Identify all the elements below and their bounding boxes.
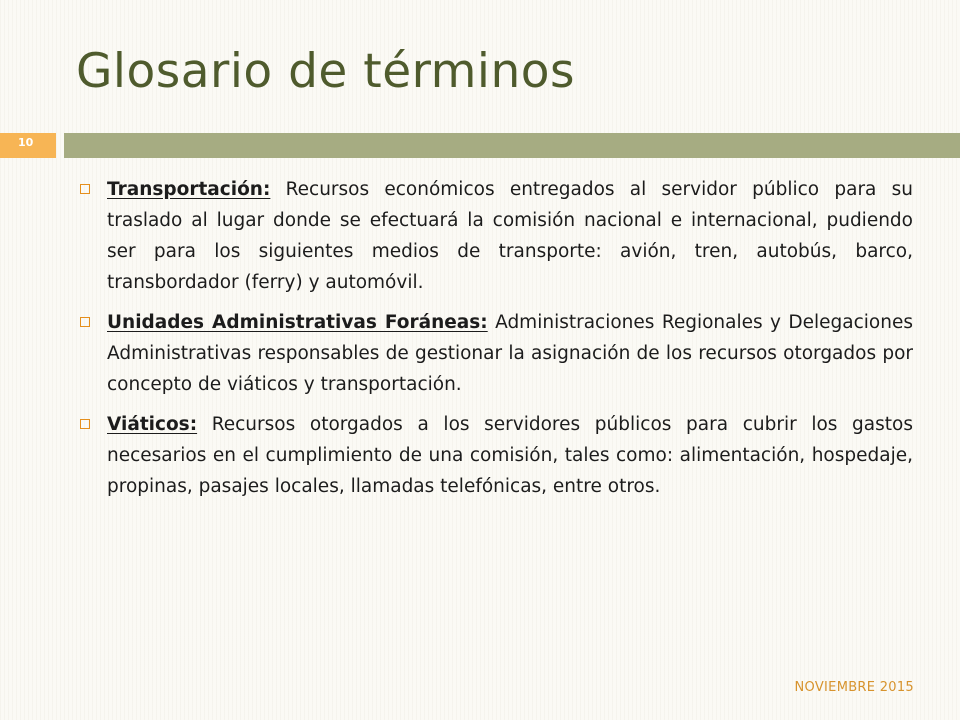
- glossary-entry: [107, 409, 913, 502]
- glossary-item-viaticos: [79, 409, 913, 502]
- glossary-list: [79, 174, 913, 511]
- term-definition: Recursos otorgados a los servidores públicos para cubrir los gastos necesarios en el cumplimiento de una comisión, tales como: alimentación, hospedaje, propinas, pasajes locales, llamadas telefónicas, entre otros.: [107, 414, 913, 497]
- glossary-item-transportacion: [79, 174, 913, 298]
- header-bar: [64, 133, 960, 158]
- square-bullet-icon: [80, 419, 90, 429]
- glossary-entry: [107, 307, 913, 400]
- term-name: Transportación:: [107, 179, 271, 200]
- footer-date: NOVIEMBRE 2015: [794, 680, 914, 695]
- square-bullet-icon: [80, 317, 90, 327]
- term-definition: Recursos económicos entregados al servidor público para su traslado al lugar donde se efectuará la comisión nacional e internacional, pudiendo ser para los siguientes medios de transporte: avión, tren, autobús, barco, transbordador (ferry) y automóvil.: [107, 179, 913, 293]
- slide-title: Glosario de términos: [76, 44, 576, 99]
- glossary-entry: [107, 174, 913, 298]
- glossary-item-unidades: [79, 307, 913, 400]
- square-bullet-icon: [80, 184, 90, 194]
- term-name: Unidades Administrativas Foráneas:: [107, 312, 488, 333]
- term-name: Viáticos:: [107, 414, 198, 435]
- slide-number: 10: [18, 136, 34, 149]
- term-definition: Administraciones Regionales y Delegaciones Administrativas responsables de gestionar la asignación de los recursos otorgados por concepto de viáticos y transportación.: [107, 312, 913, 395]
